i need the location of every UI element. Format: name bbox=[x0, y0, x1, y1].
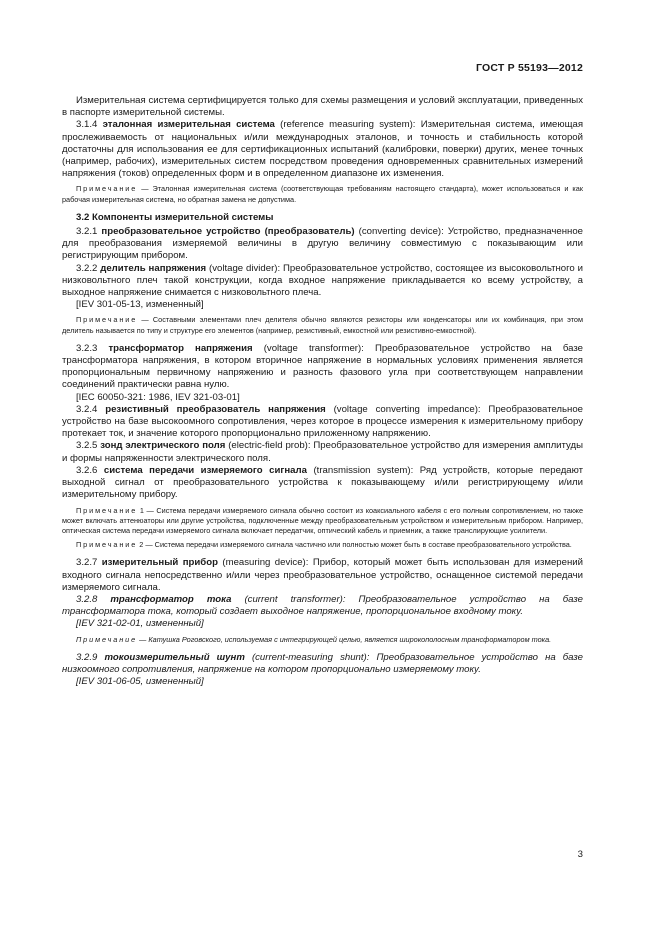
term-number: 3.2.1 bbox=[76, 226, 98, 238]
term-number: 3.2.7 bbox=[76, 557, 98, 569]
section-heading-3-2: 3.2 Компоненты измерительной системы bbox=[76, 211, 274, 223]
term-definition: (voltage transformer): Преобразовательное устройство на базе трансформатора напряжения, в котором вторичное напряжение в нормальных условиях применения является пропорциональным первичному напряжению и разность фазового угла при соответствующем направлении соединений практически равна нулю. bbox=[62, 342, 583, 391]
term-name: токоизмерительный шунт bbox=[104, 651, 245, 663]
note-text: 2 — Система передачи измеряемого сигнала частично или полностью может быть в составе преобразовательного устройства. bbox=[137, 540, 572, 550]
term-definition: (converting device): Устройство, предназначенное для преобразования измеряемой величины в другую величину совместимую с показывающим или регистрирующим прибором. bbox=[62, 226, 583, 262]
term-definition: (electric-field prob): Преобразовательное устройство для измерения амплитуды и формы напряженности электрического поля. bbox=[62, 440, 583, 464]
note-3-1-4 bbox=[62, 184, 583, 204]
term-definition: (transmission system): Ряд устройств, которые передают выходной сигнал от преобразовательного устройства к показывающему и/или регистрирующему и/или измерительному прибору. bbox=[62, 464, 584, 501]
reference-3-2-8: [IEV 321-02-01, измененный] bbox=[76, 618, 204, 630]
note-3-2-8 bbox=[62, 635, 583, 645]
note-3-2-6-2 bbox=[62, 540, 583, 550]
note-text: — Катушка Роговского, используемая с интегрирующей целью, является широкополосным трансформатором тока. bbox=[137, 634, 552, 644]
term-3-2-2 bbox=[62, 263, 583, 300]
note-3-2-2 bbox=[62, 315, 583, 335]
term-name: измерительный прибор bbox=[101, 557, 218, 569]
term-3-2-9 bbox=[62, 652, 583, 676]
note-label: Примечание bbox=[76, 315, 138, 325]
note-label: Примечание bbox=[76, 540, 138, 550]
term-definition: (measuring device): Прибор, который может быть использован для измерений входного сигнала непосредственно и/или через преобразовательное устройство, оснащенное системой передачи измеряемого сигнала. bbox=[62, 557, 583, 593]
term-3-2-5 bbox=[62, 440, 583, 464]
reference-3-2-9: [IEV 301-06-05, измененный] bbox=[76, 676, 204, 688]
note-text: 1 — Система передачи измеряемого сигнала обычно состоит из коаксиального кабеля с его полным сопротивлением, но также может включать аттенюаторы или другие устройства, подключенные между преобразовательным устройством и измерительным прибором. Например, оптическая система передачи измеряемого сигнала включает передатчик, оптический кабель и приемник, а также транслирующие усилители. bbox=[62, 505, 583, 535]
note-label: Примечание bbox=[76, 634, 138, 644]
note-text: — Эталонная измерительная система (соответствующая требованиям настоящего стандарта), может использоваться и как рабочая измерительная система, но обратная замена не допустима. bbox=[62, 184, 583, 204]
term-3-2-6 bbox=[62, 465, 583, 502]
note-label: Примечание bbox=[76, 505, 138, 515]
term-definition: (current-measuring shunt): Преобразовательное устройство на базе низкоомного сопротивления, напряжение на котором пропорционально измеряемому току. bbox=[62, 651, 583, 675]
reference-3-2-3: [IEC 60050-321: 1986, IEV 321-03-01] bbox=[76, 391, 240, 403]
term-number: 3.2.4 bbox=[76, 403, 98, 415]
term-3-2-3 bbox=[62, 343, 583, 392]
term-name: преобразовательное устройство (преобразователь) bbox=[101, 226, 355, 238]
term-definition: (current transformer): Преобразовательное устройство на базе трансформатора тока, который создает выходное напряжение, пропорциональное входному току. bbox=[62, 593, 583, 618]
term-name: зонд электрического поля bbox=[100, 440, 226, 452]
term-number: 3.2.3 bbox=[76, 342, 98, 354]
reference-3-2-2: [IEV 301-05-13, измененный] bbox=[76, 299, 204, 311]
note-label: Примечание bbox=[76, 184, 138, 194]
page-number: 3 bbox=[577, 849, 583, 860]
term-3-1-4 bbox=[62, 119, 583, 180]
term-3-2-7 bbox=[62, 557, 583, 594]
term-number: 3.2.8 bbox=[76, 593, 98, 605]
term-name: эталонная измерительная система bbox=[102, 119, 275, 131]
term-3-2-4 bbox=[62, 404, 583, 441]
term-name: система передачи измеряемого сигнала bbox=[103, 464, 307, 476]
paragraph-certification: Измерительная система сертифицируется только для схемы размещения и условий эксплуатации, приведенных в паспорте измерительной системы. bbox=[62, 95, 583, 119]
term-name: трансформатор напряжения bbox=[108, 342, 253, 354]
term-number: 3.2.5 bbox=[76, 440, 98, 452]
document-body bbox=[62, 95, 583, 688]
note-3-2-6-1 bbox=[62, 506, 583, 537]
term-name: трансформатор тока bbox=[110, 593, 232, 605]
term-number: 3.2.2 bbox=[76, 262, 98, 274]
document-code-header: ГОСТ Р 55193—2012 bbox=[475, 62, 583, 74]
term-number: 3.2.9 bbox=[76, 651, 98, 663]
term-definition: (reference measuring system): Измерительная система, имеющая прослеживаемость от национальных и/или международных эталонов, и точность и стабильность которой достаточны для использования ее для сертификационных испытаний (калибровки, поверки) других, менее точных (например, рабочих), измерительных систем посредством проведения одновременных сравнительных измерений напряжения (токов) определенных форм и в определенном диапазоне их изменения. bbox=[62, 119, 584, 180]
term-definition: (voltage divider): Преобразовательное устройство, состоящее из высоковольтного и низковольтного плеч такой конструкции, когда входное напряжение прикладывается ко всему устройству, а выходное напряжение снимается с низковольтного плеча. bbox=[62, 262, 583, 299]
term-name: делитель напряжения bbox=[100, 262, 207, 274]
term-number: 3.2.6 bbox=[76, 464, 98, 476]
term-name: резистивный преобразователь напряжения bbox=[105, 403, 326, 415]
term-3-2-8 bbox=[62, 594, 583, 618]
term-3-2-1 bbox=[62, 226, 583, 263]
note-text: — Составными элементами плеч делителя обычно являются резисторы или конденсаторы или их комбинация, при этом делитель называется по типу и структуре его элементов (например, резистивный, емкостной или резистивно-емкостной). bbox=[62, 315, 583, 335]
term-definition: (voltage converting impedance): Преобразовательное устройство на базе высокоомного сопротивления, через которое в процессе измерения к измерительному прибору протекает ток, и значение которого пропорционально приложенному напряжению. bbox=[62, 403, 583, 440]
term-number: 3.1.4 bbox=[76, 119, 98, 131]
